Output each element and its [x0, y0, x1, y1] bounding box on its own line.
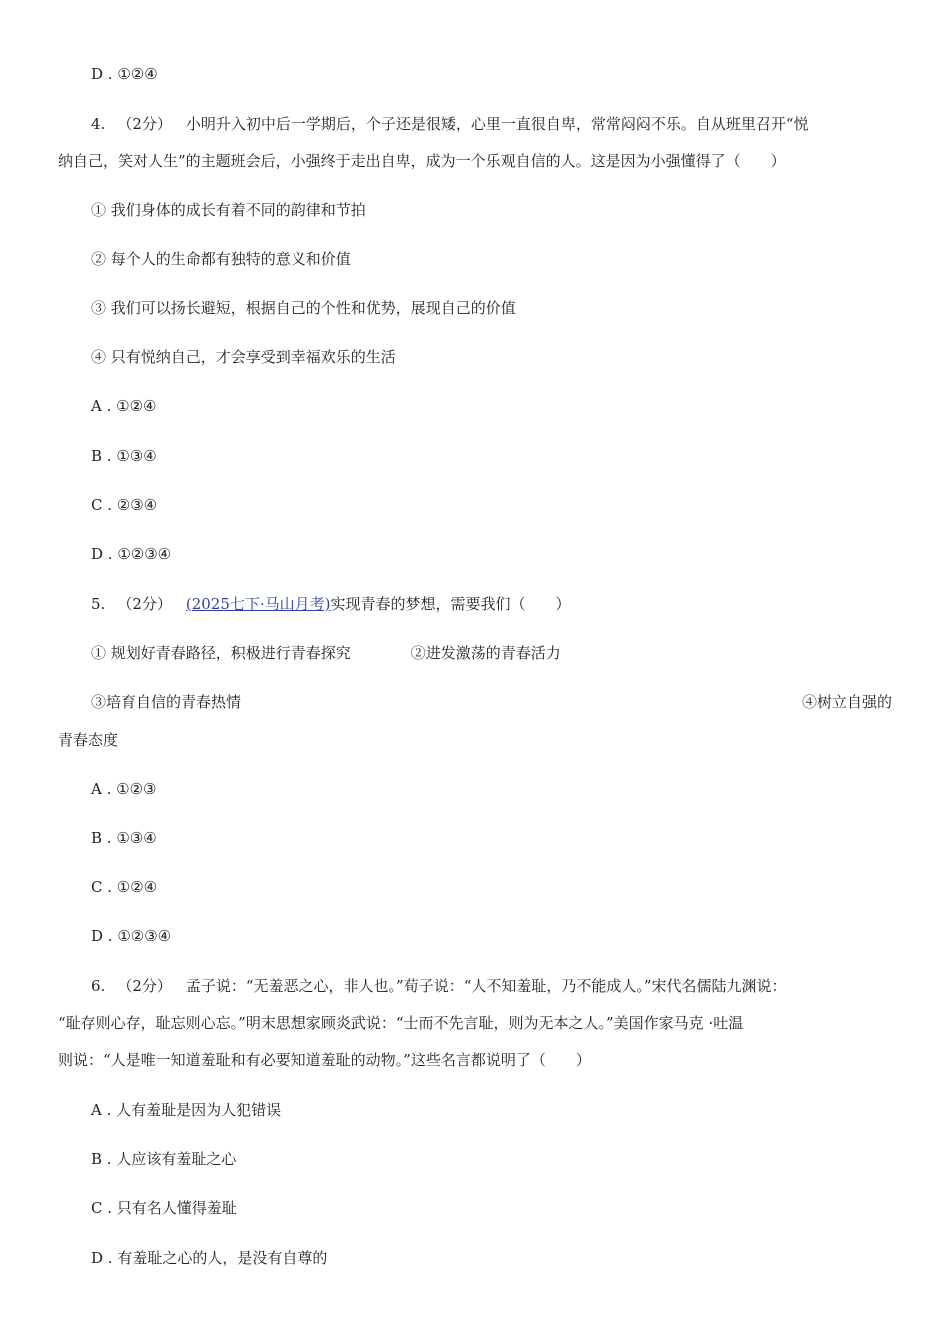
q5-score: （2分） — [117, 595, 172, 613]
q5-option-b[interactable]: B . ①③④ — [91, 829, 157, 847]
q5-option-d[interactable]: D . ①②③④ — [91, 927, 172, 945]
q5-statement-2: ②进发激荡的青春活力 — [410, 644, 561, 662]
q5-stem-text: 实现青春的梦想，需要我们（ ） — [330, 595, 571, 613]
q6-option-c[interactable]: C . 只有名人懂得羞耻 — [91, 1199, 237, 1217]
q3-option-d[interactable]: D . ①②④ — [91, 65, 158, 83]
q4-statement-4: ④ 只有悦纳自己，才会享受到幸福欢乐的生活 — [91, 348, 396, 366]
q5-statement-3: ③培育自信的青春热情 — [91, 693, 242, 711]
q4-option-b[interactable]: B . ①③④ — [91, 447, 157, 465]
q6-score: （2分） — [117, 977, 172, 995]
q6-option-d[interactable]: D . 有羞耻之心的人，是没有自尊的 — [91, 1249, 328, 1267]
q6-stem-text: 孟子说：“无羞恶之心，非人也。”荀子说：“人不知羞耻，乃不能成人。”宋代名儒陆九渊说： — [185, 977, 787, 995]
q4-stem-text: 小明升入初中后一学期后，个子还是很矮，心里一直很自卑，常常闷闷不乐。自从班里召开“悦 — [185, 115, 809, 133]
q6-option-a[interactable]: A . 人有羞耻是因为人犯错误 — [91, 1101, 282, 1119]
q5-number: 5. — [91, 595, 106, 613]
q6-stem-line-2: “耻存则心存，耻忘则心忘。”明末思想家顾炎武说：“士而不先言耻，则为无本之人。”美国作家马克 ·吐温 — [58, 1014, 744, 1032]
q6-stem-line-3: 则说：“人是唯一知道羞耻和有必要知道羞耻的动物。”这些名言都说明了（ ） — [58, 1051, 591, 1069]
q5-stem-line — [91, 594, 571, 614]
q5-source-link[interactable]: (2025七下·马山月考) — [185, 595, 331, 613]
q6-stem-line-1 — [91, 976, 787, 996]
q5-option-a[interactable]: A . ①②③ — [91, 780, 157, 798]
q4-statement-3: ③ 我们可以扬长避短，根据自己的个性和优势，展现自己的价值 — [91, 299, 516, 317]
q5-statement-1: ① 规划好青春路径，积极进行青春探究 — [91, 644, 351, 662]
q5-option-c[interactable]: C . ①②④ — [91, 878, 158, 896]
q4-statement-2: ② 每个人的生命都有独特的意义和价值 — [91, 250, 351, 268]
q5-statement-4: ④树立自强的 — [801, 693, 892, 711]
q4-number: 4. — [91, 115, 106, 133]
q4-option-a[interactable]: A . ①②④ — [91, 397, 157, 415]
q4-stem-line-2: 纳自己，笑对人生”的主题班会后，小强终于走出自卑，成为一个乐观自信的人。这是因为小强懂得了（ ） — [58, 152, 786, 170]
q5-statement-row-2 — [91, 692, 892, 712]
q5-statement-row-1 — [91, 643, 561, 663]
q6-option-b[interactable]: B . 人应该有羞耻之心 — [91, 1150, 237, 1168]
q4-option-d[interactable]: D . ①②③④ — [91, 545, 172, 563]
q4-stem-line-1 — [91, 114, 809, 134]
q6-number: 6. — [91, 977, 106, 995]
q4-option-c[interactable]: C . ②③④ — [91, 496, 158, 514]
q4-statement-1: ① 我们身体的成长有着不同的韵律和节拍 — [91, 201, 366, 219]
q5-statement-4-cont: 青春态度 — [58, 731, 119, 749]
q4-score: （2分） — [117, 115, 172, 133]
